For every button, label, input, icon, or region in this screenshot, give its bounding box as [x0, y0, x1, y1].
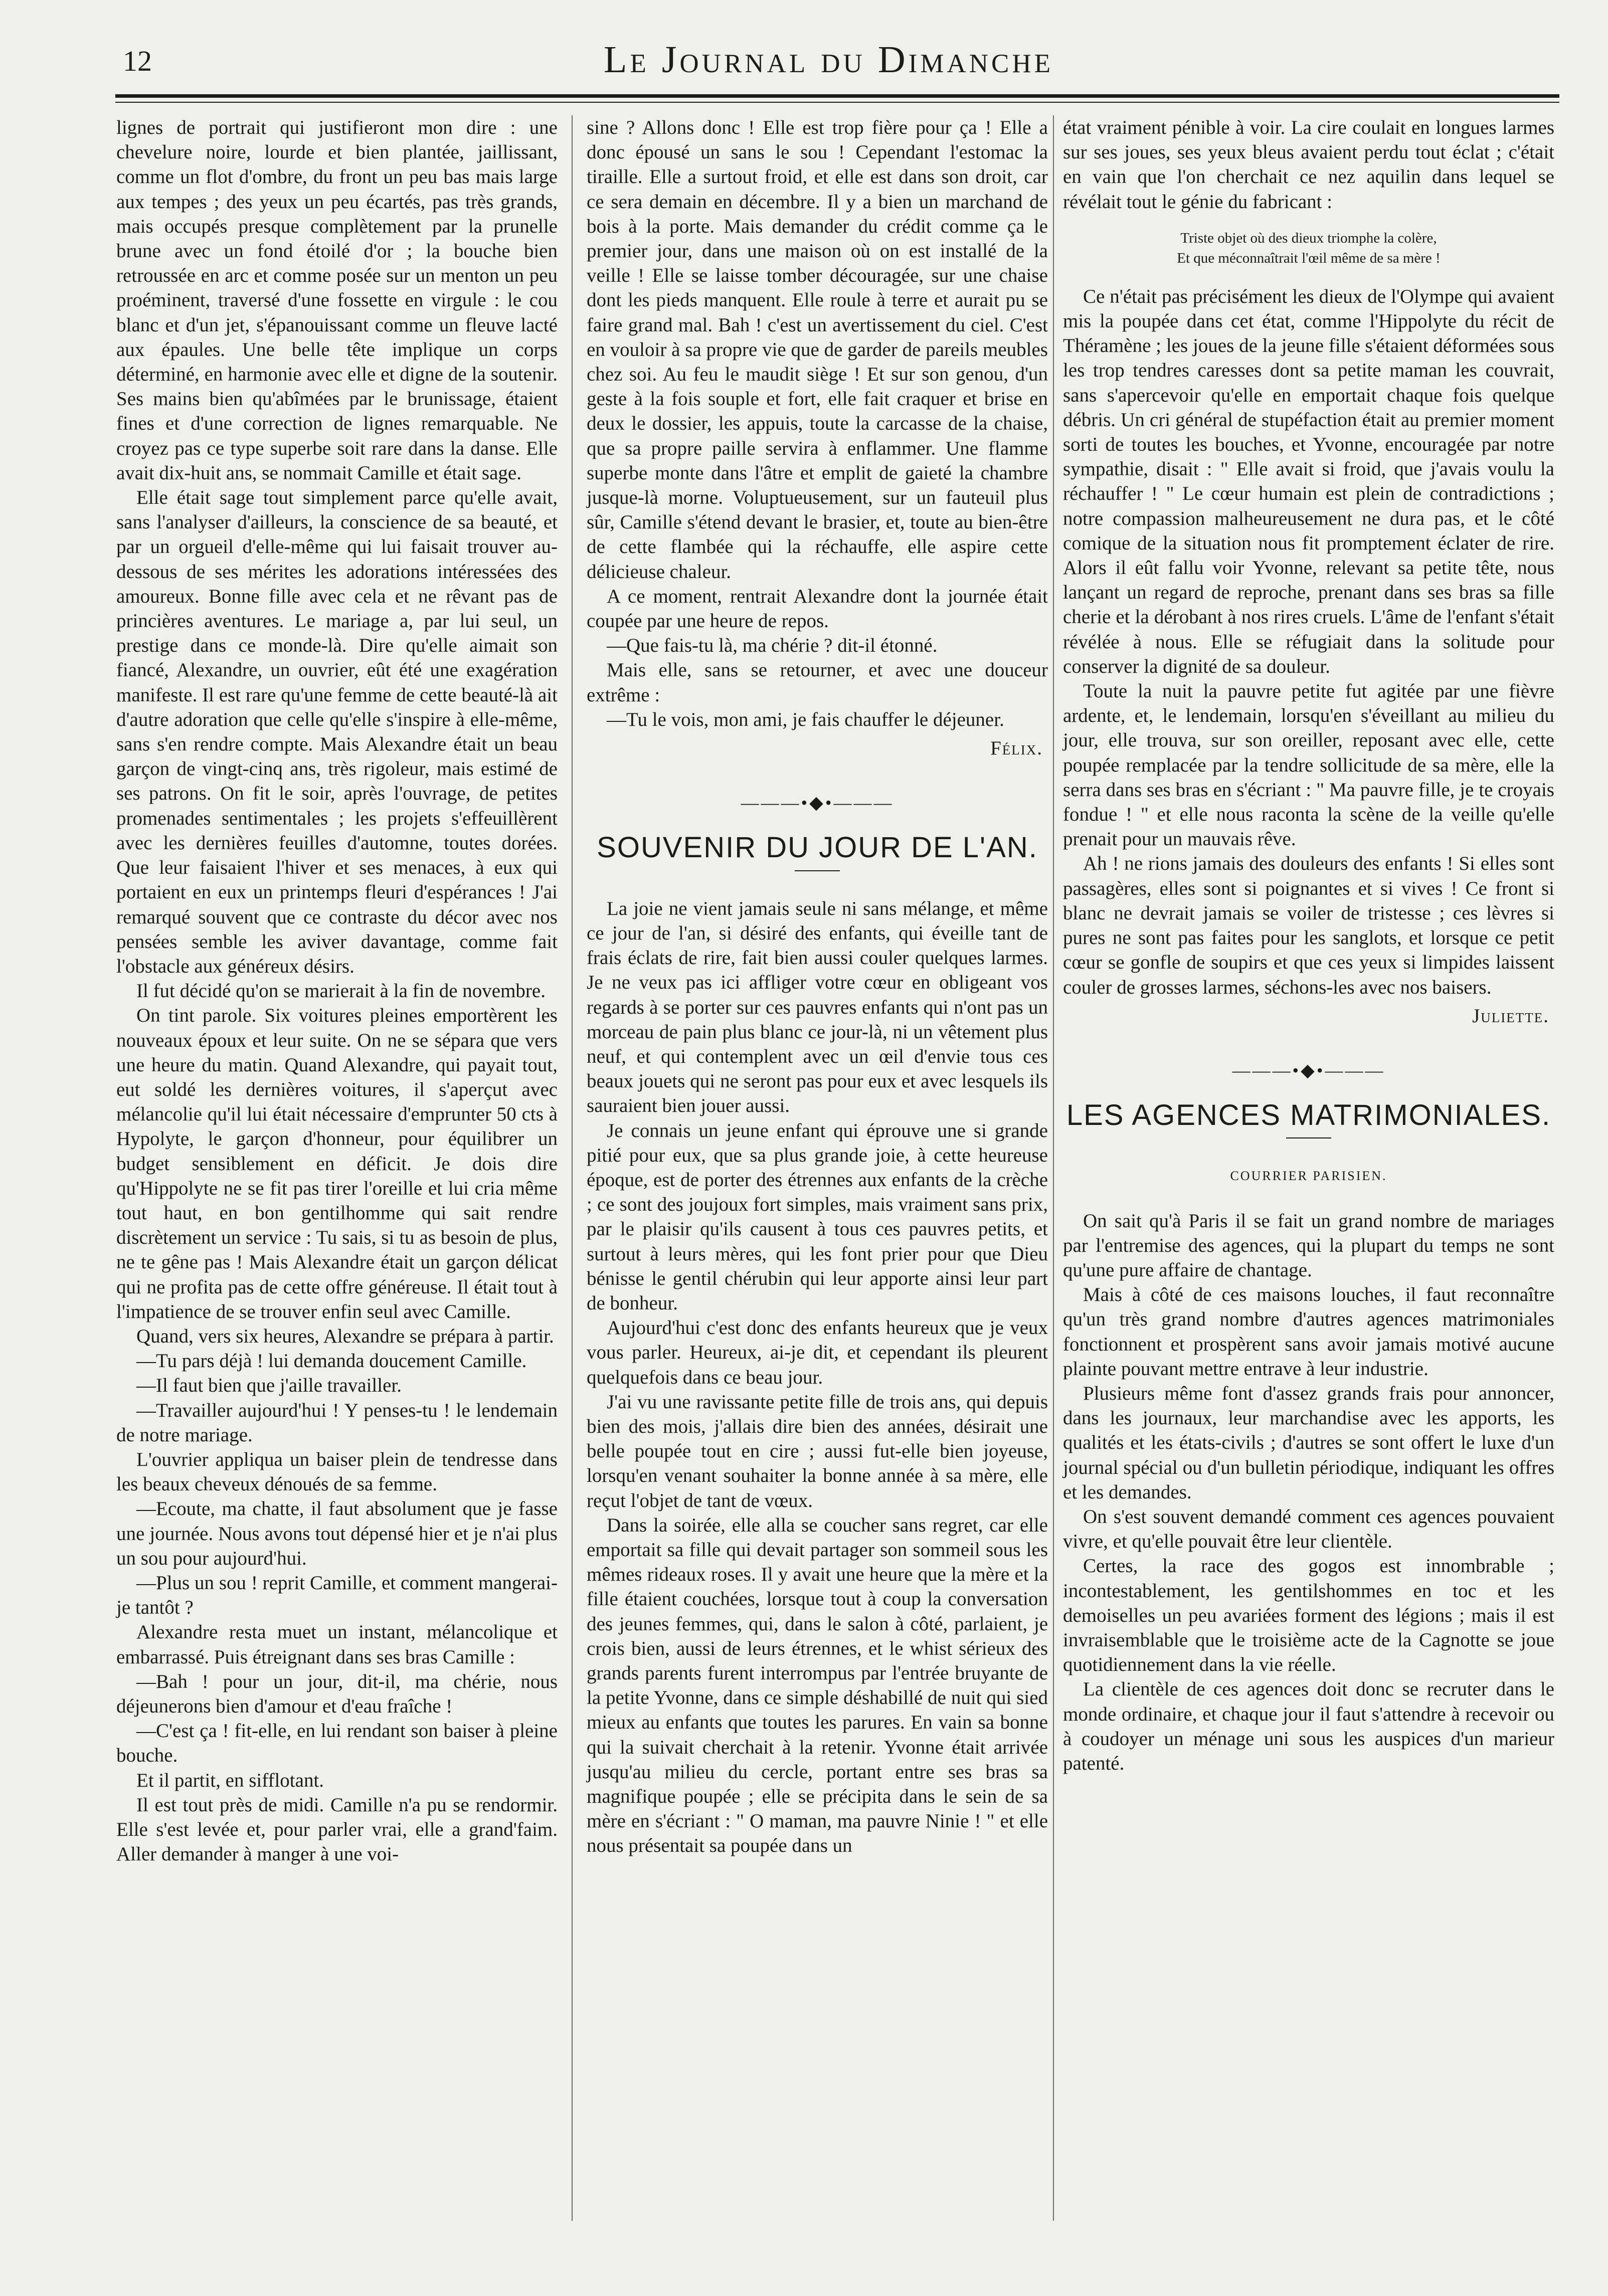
paragraph: Il fut décidé qu'on se marierait à la fin de novembre.	[136, 980, 546, 1002]
paragraph: Mais elle, sans se retourner, et avec une douceur extrême :	[587, 659, 1048, 706]
column-3	[1063, 115, 1554, 1776]
masthead-title: Le Journal du Dimanche	[604, 39, 1053, 81]
paragraph: Plusieurs même font d'assez grands frais pour annoncer, dans les journaux, leur marchandise avec les apports, les qualités et les états-civils ; d'autres se sont offert le luxe d'un journal spécial ou d'un bulletin périodique, indiquant les offres et les demandes.	[1063, 1382, 1554, 1503]
paragraph: On sait qu'à Paris il se fait un grand nombre de mariages par l'entremise des agences, qui la plupart du temps ne sont qu'une pure affaire de chantage.	[1063, 1210, 1554, 1281]
paragraph: Dans la soirée, elle alla se coucher sans regret, car elle emportait sa fille qui devait partager son sommeil sous les mêmes rideaux roses. Il y avait une heure que la mère et la fille étaient couchées, lorsque tout à coup la conversation des jeunes femmes, qui, dans le salon à côté, parlaient, je crois bien, aussi de leurs étrennes, et le whist sérieux des grands parents furent interrompus par l'entrée bruyante de la petite Yvonne, dans ce simple déshabillé de nuit qui sied mieux au enfants que toutes les parures. En vain sa bonne qui la suivait cherchait à la retenir. Yvonne était arrivée jusqu'au milieu du cercle, portant entre ses bras sa magnifique poupée ; elle se précipita dans le sein de sa mère en s'écriant : " O maman, ma pauvre Ninie ! " et elle nous présentait sa poupée dans un	[587, 1514, 1048, 1857]
paragraph: —Bah ! pour un jour, dit-il, ma chérie, nous déjeunerons bien d'amour et d'eau fraîche !	[116, 1670, 558, 1717]
paragraph: Mais à côté de ces maisons louches, il faut reconnaître qu'un très grand nombre d'autres agences matrimoniales fonctionnent et prospèrent sans avoir jamais motivé aucune plainte pouvant mettre entrave à leur industrie.	[1063, 1284, 1554, 1380]
paragraph: Il est tout près de midi. Camille n'a pu se rendormir. Elle s'est levée et, pour parler vrai, elle a grand'faim. Aller demander à manger à une voi-	[116, 1794, 558, 1865]
column-1	[116, 115, 558, 1866]
column-divider-1	[572, 115, 573, 2221]
verse-quote	[1063, 228, 1554, 268]
paragraph: Aujourd'hui c'est donc des enfants heureux que je veux vous parler. Heureux, ai-je dit, et cependant ils pleurent quelquefois dans ce beau jour.	[587, 1317, 1048, 1388]
title-underline	[1286, 1137, 1331, 1138]
paragraph: sine ? Allons donc ! Elle est trop fière pour ça ! Elle a donc épousé un sans le sou ! Cependant l'estomac la tiraille. Elle a surtout froid, et elle est dans son droit, car ce sera demain en décembre. Il y a bien un marchand de bois à la porte. Mais demander du crédit comme ça le premier jour, dans une maison où on est installé de la veille ! Elle se laisse tomber découragée, sur une chaise dont les pieds manquent. Elle roule à terre et aurait pu se faire grand mal. Bah ! c'est un avertissement du ciel. C'est en vouloir à sa propre vie que de garder de pareils meubles chez soi. Au feu le maudit siège ! Et sur son genou, d'un geste à la fois souple et fort, elle fait craquer et brise en deux le dossier, les appuis, toute la carcasse de la chaise, que sa propre paille servira à enflammer. Une flamme superbe monte dans l'âtre et emplit de gaieté la chambre jusque-là morne. Voluptueusement, sur un fauteuil plus sûr, Camille s'étend devant le brasier, et, toute au bien-être de cette flambée qui la réchauffe, elle aspire cette délicieuse chaleur.	[587, 117, 1048, 583]
paragraph: Ce n'était pas précisément les dieux de l'Olympe qui avaient mis la poupée dans cet état, comme l'Hippolyte du récit de Théramène ; les joues de la jeune fille s'étaient déformées sous les trop tendres caresses dont sa petite maman les couvrait, sans s'apercevoir qu'elle en emportait chaque fois quelque débris. Un cri général de stupéfaction était au premier moment sorti de toutes les bouches, et Yvonne, encouragée par notre sympathie, disait : " Elle avait si froid, que j'avais voulu la réchauffer ! " Le cœur humain est plein de contradictions ; notre compassion malheureusement ne dura pas, et le côté comique de la situation nous fit promptement éclater de rire. Alors il eût fallu voir Yvonne, relevant sa petite tête, nous lançant un regard de reproche, prenant dans ses bras sa fille cherie et la dérobant à nos rires cruels. L'âme de l'enfant s'était révélée à nous. Elle se réfugiait dans la solitude pour conserver la dignité de sa douleur.	[1063, 285, 1554, 677]
paragraph: —C'est ça ! fit-elle, en lui rendant son baiser à pleine bouche.	[116, 1720, 558, 1767]
section-separator: ———•◆•———	[741, 793, 894, 813]
paragraph: Toute la nuit la pauvre petite fut agitée par une fièvre ardente, et, le lendemain, lorsqu'en s'éveillant au milieu du jour, elle trouva, sur son oreiller, reposant avec elle, cette poupée remplacée par la tendre sollicitude de sa mère, elle la serra dans ses bras en s'écriant : " Ma pauvre fille, je te croyais fondue ! " et elle nous raconta la scène de la veille qu'elle prenait pour un mauvais rêve.	[1063, 680, 1554, 850]
page-number: 12	[123, 45, 152, 77]
paragraph: —Tu pars déjà ! lui demanda doucement Camille.	[136, 1350, 527, 1372]
paragraph: La joie ne vient jamais seule ni sans mélange, et même ce jour de l'an, si désiré des enfants, qui éveille tant de frais éclats de rire, fait bien aussi couler quelques larmes. Je ne veux pas ici affliger votre cœur en obligeant vos regards à se porter sur ces pauvres enfants qui n'ont pas un morceau de pain plus blanc ce jour-là, ni un vêtement plus neuf, et qui contemplent avec un œil d'envie tous ces beaux jouets qui ne seront pas pour eux et avec lesquels ils sauraient bien jouer aussi.	[587, 897, 1048, 1117]
paragraph: Certes, la race des gogos est innombrable ; incontestablement, les gentilshommes en toc et les demoiselles un peu avariées forment des légions ; mais il est invraisemblable que le troisième acte de la Cagnotte se joue quotidiennement dans la vie réelle.	[1063, 1555, 1554, 1676]
paragraph: On s'est souvent demandé comment ces agences pouvaient vivre, et qu'elle pouvait être leur clientèle.	[1063, 1505, 1554, 1553]
header-rule-thick	[115, 94, 1559, 98]
paragraph: J'ai vu une ravissante petite fille de trois ans, qui depuis bien des mois, j'allais dire bien des années, désirait une belle poupée tout en cire ; aussi fut-elle bien joyeuse, lorsqu'en venant souhaiter la bonne année à sa mère, elle reçut l'objet de tant de vœux.	[587, 1391, 1048, 1511]
section-title-agences: LES AGENCES MATRIMONIALES.	[1066, 1099, 1551, 1132]
verse-line: Et que méconnaîtrait l'œil même de sa mère !	[1177, 250, 1441, 266]
paragraph: —Ecoute, ma chatte, il faut absolument que je fasse une journée. Nous avons tout dépensé hier et je n'ai plus un sou pour aujourd'hui.	[116, 1498, 558, 1569]
column-2	[587, 115, 1048, 1858]
section-subtitle: COURRIER PARISIEN.	[1230, 1169, 1387, 1184]
paragraph: Elle était sage tout simplement parce qu'elle avait, sans l'analyser d'ailleurs, la conscience de sa beauté, et par un orgueil d'elle-même qui lui faisait trouver au-dessous de ses mérites les adorations intéressées des amoureux. Bonne fille avec cela et ne rêvant pas de princières aventures. Le mariage a, par lui seul, un prestige dans ce monde-là. Dire qu'elle aimait son fiancé, Alexandre, un ouvrier, eût été une exagération manifeste. Il est rare qu'une femme de cette beauté-là ait d'autre adoration que celle qu'elle s'inspire à elle-même, sans s'en rendre compte. Mais Alexandre était un beau garçon de vingt-cinq ans, très rigoleur, mais estimé de ses patrons. On fit le soir, après l'ouvrage, de petites promenades sentimentales ; les projets s'effeuillèrent avec les dernières feuilles d'automne, toutes dorées. Que leur faisaient l'hiver et ses menaces, à eux qui portaient en eux un printemps fleuri d'espérances ! J'ai remarqué souvent que ce contraste du décor avec nos pensées semble les aviver davantage, comme fait l'obstacle aux généreux désirs.	[116, 487, 558, 977]
paragraph: état vraiment pénible à voir. La cire coulait en longues larmes sur ses joues, ses yeux bleus avaient perdu tout éclat ; c'était en vain que l'on cherchait ce nez aquilin dans lequel se révélait tout le génie du fabricant :	[1063, 117, 1554, 213]
paragraph: —Que fais-tu là, ma chérie ? dit-il étonné.	[607, 635, 938, 657]
paragraph: —Plus un sou ! reprit Camille, et comment mangerai-je tantôt ?	[116, 1572, 558, 1619]
page-header	[88, 35, 1569, 95]
paragraph: On tint parole. Six voitures pleines emportèrent les nouveaux époux et leur suite. On ne se sépara que vers une heure du matin. Quand Alexandre, qui payait tout, eut soldé les dernières voitures, il s'aperçut avec mélancolie qu'il lui était nécessaire d'emprunter 50 cts à Hypolyte, le garçon d'honneur, pour équilibrer un budget sensiblement en déficit. Je dois dire qu'Hippolyte ne se fit pas tirer l'oreille et lui cria même tout haut, en bon gentilhomme qui sait rendre discrètement un service : Tu sais, si tu as besoin de plus, ne te gêne pas ! Mais Alexandre était un garçon délicat qui ne profita pas de cette offre généreuse. Il était tout à l'impatience de se trouver enfin seul avec Camille.	[116, 1005, 558, 1322]
paragraph: —Travailler aujourd'hui ! Y penses-tu ! le lendemain de notre mariage.	[116, 1399, 558, 1446]
title-underline	[795, 870, 840, 871]
column-divider-2	[1053, 115, 1054, 2221]
paragraph: Ah ! ne rions jamais des douleurs des enfants ! Si elles sont passagères, elles sont si poignantes et si vives ! Ce front si blanc ne devrait jamais se voiler de tristesse ; ces lèvres si pures ne sont pas faites pour les sanglots, et lorsque ce petit cœur se gonfle de soupirs et que ces yeux si limpides laissent couler de grosses larmes, séchons-les avec nos baisers.	[1063, 853, 1554, 998]
paragraph: L'ouvrier appliqua un baiser plein de tendresse dans les beaux cheveux dénoués de sa femme.	[116, 1448, 558, 1495]
paragraph: —Il faut bien que j'aille travailler.	[136, 1375, 402, 1397]
paragraph: lignes de portrait qui justifieront mon dire : une chevelure noire, lourde et bien plantée, jaillissant, comme un flot d'ombre, du front un peu bas mais large aux tempes ; des yeux un peu écartés, pas très grands, mais occupés presque complètement par la prunelle brune avec un fond étoilé d'or ; la bouche bien retroussée en arc et comme posée sur un menton un peu proéminent, traversé d'une fossette en virgule : le cou blanc et d'un jet, s'épanouissant comme un fleuve lacté aux épaules. Une belle tête implique un corps déterminé, en harmonie avec elle et digne de la soutenir. Ses mains bien qu'abîmées par le brunissage, étaient fines et d'une correction de lignes remarquable. Ne croyez pas ce type superbe soit rare dans la danse. Elle avait dix-huit ans, se nommait Camille et était sage.	[116, 117, 558, 484]
verse-line: Triste objet où des dieux triomphe la colère,	[1180, 230, 1437, 246]
paragraph: —Tu le vois, mon ami, je fais chauffer le déjeuner.	[607, 708, 1004, 730]
paragraph: La clientèle de ces agences doit donc se recruter dans le monde ordinaire, et chaque jour il faut s'attendre à recevoir ou à coudoyer un ménage uni sous les auspices d'un marieur patenté.	[1063, 1678, 1554, 1774]
paragraph: Quand, vers six heures, Alexandre se prépara à partir.	[136, 1325, 554, 1347]
signature-felix: Félix.	[990, 737, 1043, 759]
paragraph: Je connais un jeune enfant qui éprouve une si grande pitié pour eux, que sa plus grande joie, à cette heureuse époque, est de porter des étrennes aux enfants de la crèche ; ce sont des joujoux fort simples, mais vraiment sans prix, par le plaisir qu'ils causent à tous ces pauvres petits, et surtout à leurs mères, qui les font prier pour que Dieu bénisse le gentil chérubin qui leur apporte ainsi leur part de bonheur.	[587, 1119, 1048, 1314]
section-separator: ———•◆•———	[1232, 1060, 1385, 1080]
header-rule-thin	[115, 102, 1559, 103]
paragraph: Alexandre resta muet un instant, mélancolique et embarrassé. Puis étreignant dans ses bras Camille :	[116, 1621, 558, 1668]
section-title-souvenir: SOUVENIR DU JOUR DE L'AN.	[597, 831, 1038, 864]
signature-juliette: Juliette.	[1472, 1005, 1549, 1027]
paragraph: Et il partit, en sifflotant.	[136, 1769, 324, 1791]
paragraph: A ce moment, rentrait Alexandre dont la journée était coupée par une heure de repos.	[587, 585, 1048, 632]
